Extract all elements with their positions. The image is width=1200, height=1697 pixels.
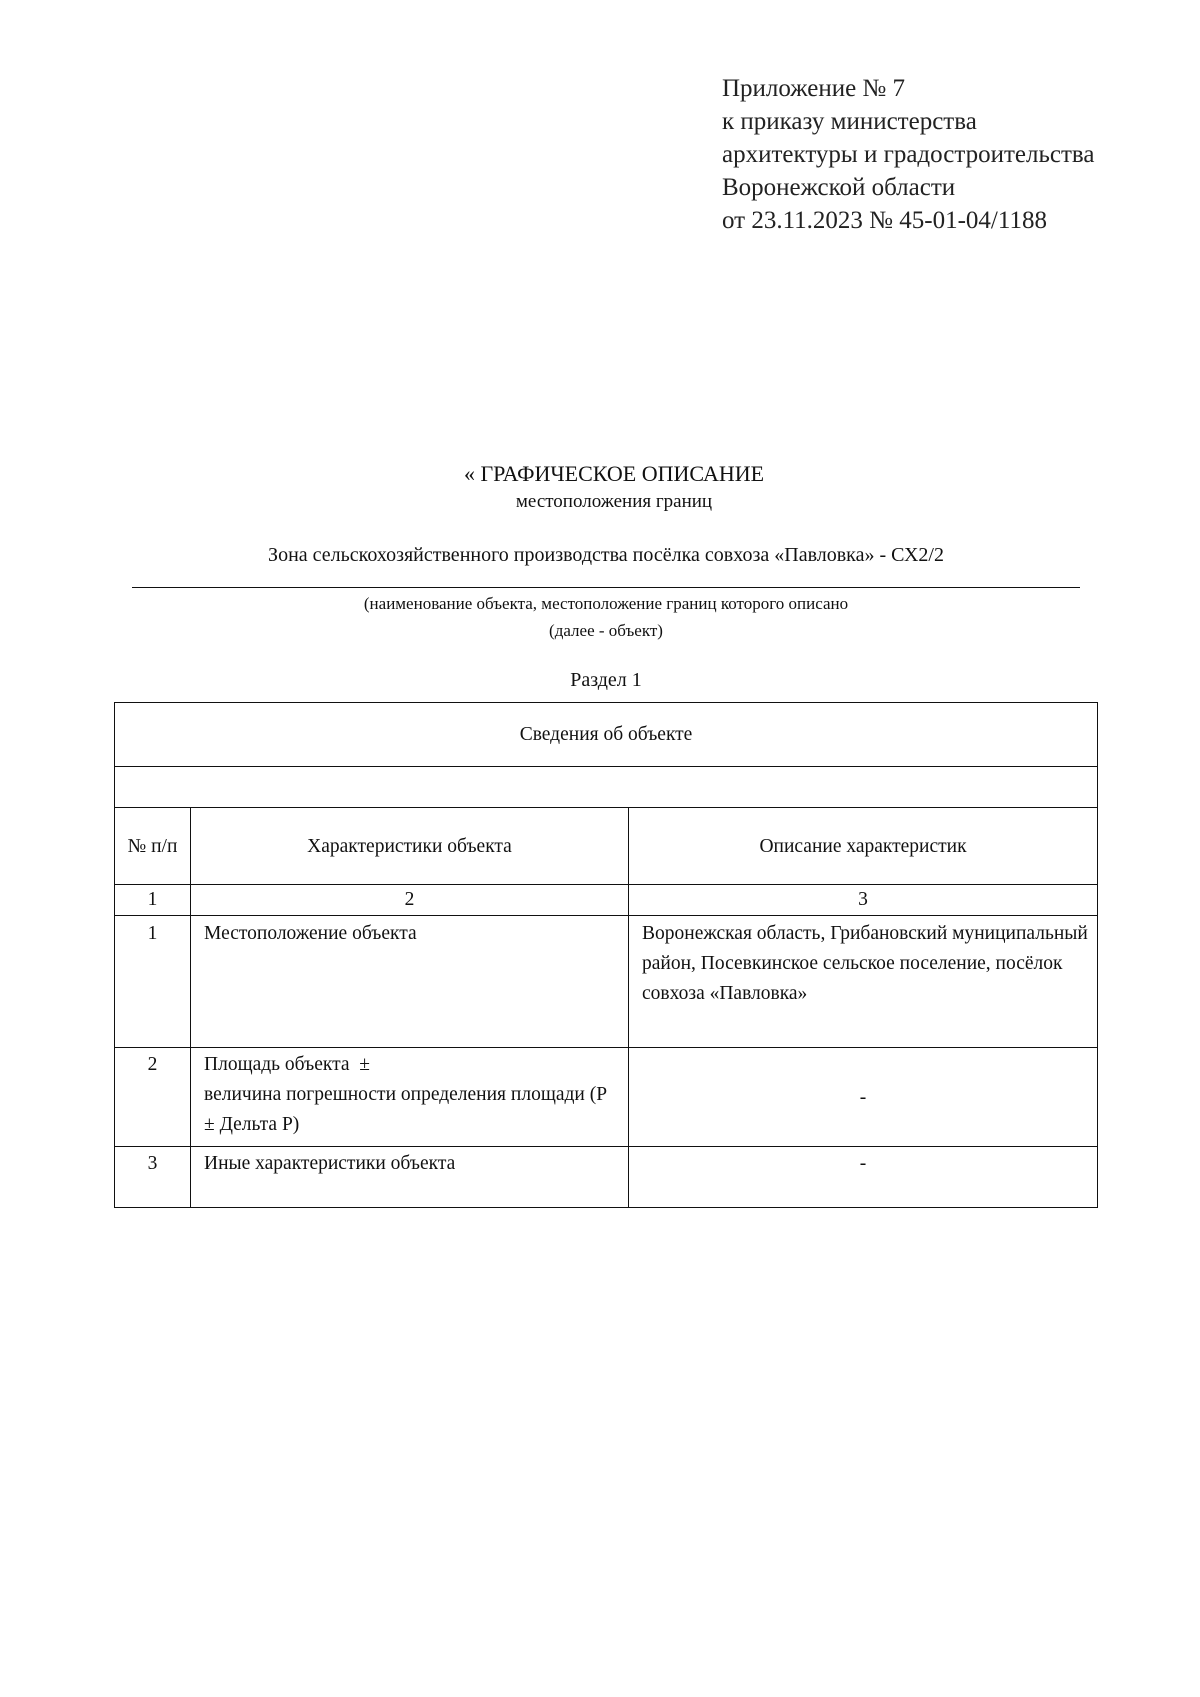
- row-characteristic: Иные характеристики объекта: [191, 1147, 629, 1208]
- table-caption: Сведения об объекте: [115, 703, 1098, 767]
- table-row: [115, 1048, 1098, 1147]
- row-number: 1: [115, 916, 191, 1048]
- object-caption: [132, 590, 1080, 644]
- table-header-row: [115, 808, 1098, 885]
- table-row: [115, 916, 1098, 1048]
- object-name-underline: [132, 587, 1080, 588]
- header-characteristic: Характеристики объекта: [191, 808, 629, 885]
- row-characteristic-line-2: величина погрешности определения площади (Р ± Дельта Р): [204, 1084, 608, 1135]
- column-number: 1: [115, 885, 191, 916]
- row-description: -: [629, 1048, 1098, 1147]
- table-empty-cell: [115, 767, 1098, 808]
- appendix-line-5: от 23.11.2023 № 45-01-04/1188: [722, 207, 1047, 234]
- appendix-block: [722, 72, 1182, 237]
- column-number: 3: [629, 885, 1098, 916]
- row-characteristic: [191, 1048, 629, 1147]
- row-description: Воронежская область, Грибановский муниципальный район, Посевкинское сельское поселение, посёлок совхоза «Павловка»: [629, 916, 1098, 1048]
- row-number: 3: [115, 1147, 191, 1208]
- appendix-line-4: Воронежской области: [722, 174, 956, 201]
- appendix-line-3: архитектуры и градостроительства: [722, 141, 1095, 168]
- row-characteristic: Местоположение объекта: [191, 916, 629, 1048]
- section-label: Раздел 1: [570, 669, 642, 691]
- title-main: « ГРАФИЧЕСКОЕ ОПИСАНИЕ: [463, 461, 765, 486]
- row-description: -: [629, 1147, 1098, 1208]
- appendix-line-2: к приказу министерства: [722, 108, 977, 135]
- document-title: [0, 459, 1200, 515]
- column-number-row: [115, 885, 1098, 916]
- title-subtitle: местоположения границ: [515, 491, 713, 512]
- appendix-line-1: Приложение № 7: [722, 75, 906, 102]
- table-empty-row: [115, 767, 1098, 808]
- row-number: 2: [115, 1048, 191, 1147]
- header-num: № п/п: [115, 808, 191, 885]
- object-info-table: [114, 702, 1098, 1208]
- table-caption-row: [115, 703, 1098, 767]
- header-description: Описание характеристик: [629, 808, 1098, 885]
- column-number: 2: [191, 885, 629, 916]
- object-name: Зона сельскохозяйственного производства посёлка совхоза «Павловка» - СХ2/2: [268, 544, 944, 566]
- object-caption-line-2: (далее - объект): [549, 621, 663, 640]
- table-row: [115, 1147, 1098, 1208]
- row-characteristic-line-1: Площадь объекта ±: [204, 1054, 370, 1075]
- object-caption-line-1: (наименование объекта, местоположение границ которого описано: [363, 594, 849, 613]
